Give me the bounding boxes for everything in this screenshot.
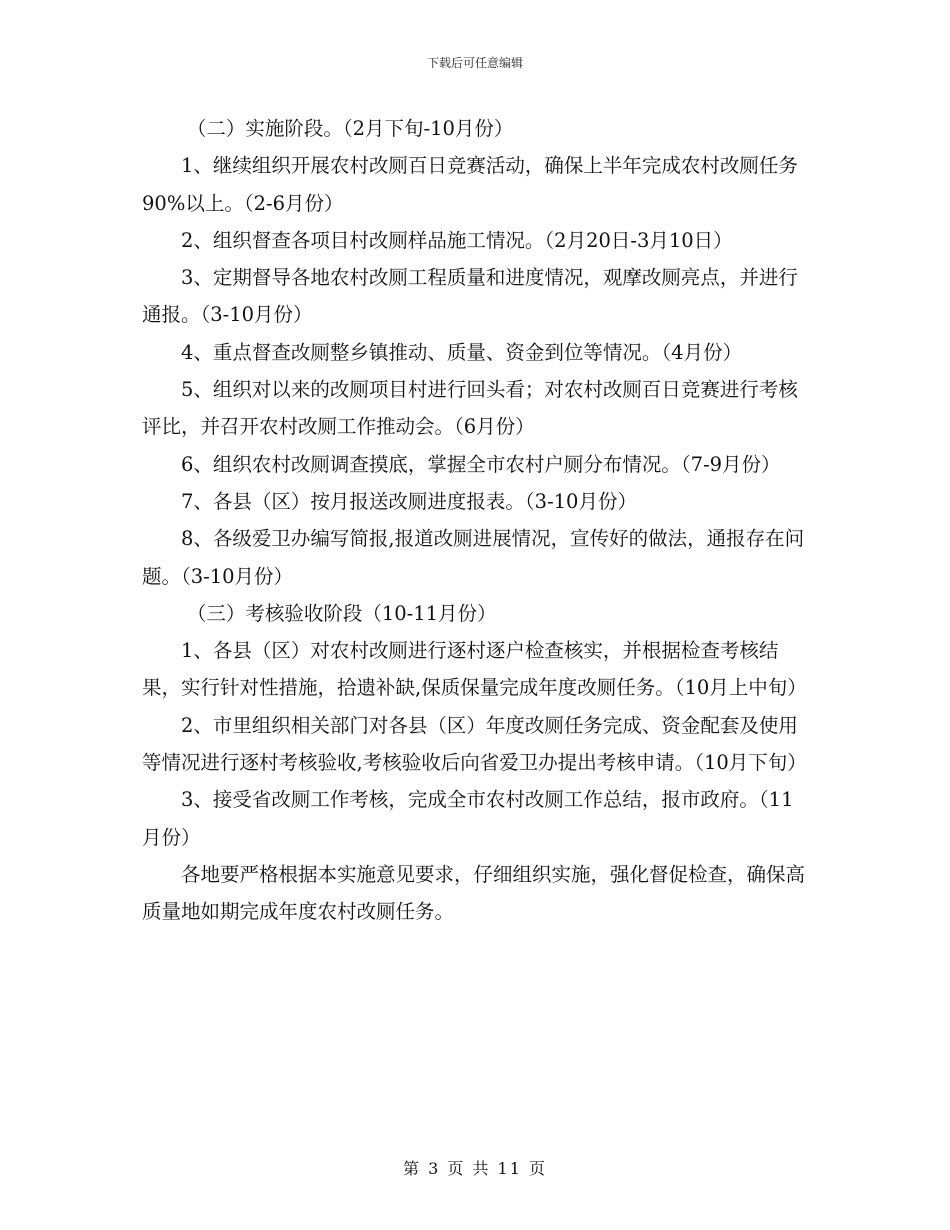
list-item: 1、继续组织开展农村改厕百日竞赛活动，确保上半年完成农村改厕任务90%以上。（2-6月份） [142, 154, 798, 215]
document-body [142, 110, 810, 931]
list-item: 2、市里组织相关部门对各县（区）年度改厕任务完成、资金配套及使用等情况进行逐村考核验收,考核验收后向省爱卫办提出考核申请。（10月下旬） [142, 713, 807, 775]
page-header: 下载后可任意编辑 [426, 56, 523, 70]
list-item: 2、组织督查各项目村改厕样品施工情况。（2月20日-3月10日） [181, 228, 733, 252]
list-item: 1、各县（区）对农村改厕进行逐村逐户检查核实，并根据检查考核结果，实行针对性措施，拾遗补缺,保质保量完成年度改厕任务。（10月上中旬） [142, 639, 807, 700]
closing-paragraph: 各地要严格根据本实施意见要求，仔细组织实施，强化督促检查，确保高质量地如期完成年度农村改厕任务。 [142, 862, 806, 924]
section-heading-implementation: （二）实施阶段。（2月下旬-10月份） [186, 117, 514, 140]
list-item: 7、各县（区）按月报送改厕进度报表。（3-10月份） [181, 489, 637, 513]
list-item: 5、组织对以来的改厕项目村进行回头看；对农村改厕百日竞赛进行考核评比，并召开农村改厕工作推动会。（6月份） [142, 378, 798, 439]
section-heading-acceptance: （三）考核验收阶段（10-11月份） [186, 601, 497, 625]
list-item: 3、定期督导各地农村改厕工程质量和进度情况，观摩改厕亮点，并进行通报。（3-10月份） [142, 266, 798, 327]
list-item: 8、各级爱卫办编写简报,报道改厕进展情况，宣传好的做法，通报存在问题。（3-10月份） [142, 527, 805, 588]
list-item: 6、组织农村改厕调查摸底，掌握全市农村户厕分布情况。（7-9月份） [181, 452, 781, 476]
list-item: 3、接受省改厕工作考核，完成全市农村改厕工作总结，报市政府。（11月份） [142, 788, 794, 849]
list-item: 4、重点督查改厕整乡镇推动、质量、资金到位等情况。（4月份） [181, 340, 743, 364]
page-footer: 第 3 页 共 11 页 [403, 1159, 547, 1178]
